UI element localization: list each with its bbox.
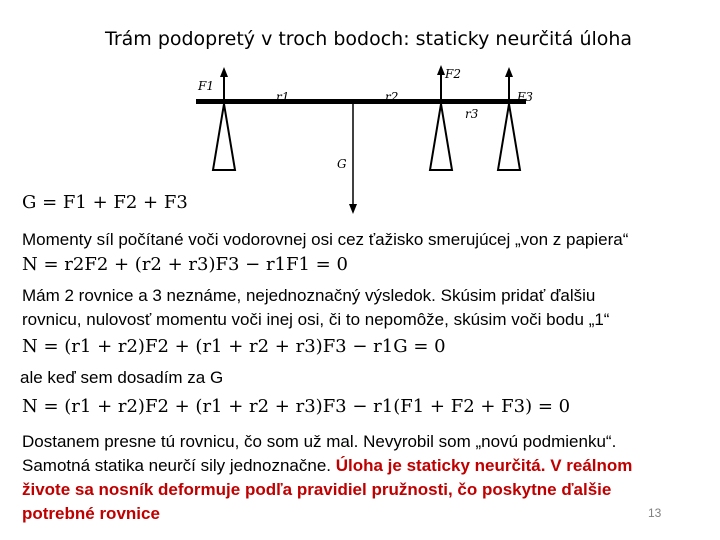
label-g: G bbox=[337, 157, 347, 171]
equation-2: N = r2F2 + (r2 + r3)F3 − r1F1 = 0 bbox=[22, 254, 348, 275]
label-f2: F2 bbox=[445, 67, 461, 81]
page-number: 13 bbox=[648, 506, 662, 520]
paragraph-two-equations bbox=[22, 284, 609, 332]
label-f3: F3 bbox=[517, 90, 533, 104]
highlight-text: živote sa nosník deformuje podľa pravidiel pružnosti, čo poskytne ďalšie bbox=[22, 480, 612, 499]
highlight-text: potrebné rovnice bbox=[22, 504, 160, 523]
equation-1: G = F1 + F2 + F3 bbox=[22, 192, 188, 213]
support-3 bbox=[498, 67, 520, 170]
equation-4: N = (r1 + r2)F2 + (r1 + r2 + r3)F3 − r1(F1 + F2 + F3) = 0 bbox=[22, 396, 571, 417]
label-r3: r3 bbox=[465, 107, 479, 121]
support-1 bbox=[213, 67, 235, 170]
slide-title: Trám podopretý v troch bodoch: staticky neurčitá úloha bbox=[105, 28, 633, 50]
paragraph-conclusion bbox=[22, 430, 632, 526]
paragraph-line: Dostanem presne tú rovnicu, čo som už mal. Nevyrobil som „novú podmienku“. bbox=[22, 432, 617, 451]
paragraph-line: rovnicu, nulovosť momentu voči inej osi, či to nepomôže, skúsim voči bodu „1“ bbox=[22, 310, 610, 329]
beam-diagram bbox=[180, 58, 550, 218]
gravity-arrow bbox=[349, 104, 357, 214]
label-f1: F1 bbox=[198, 79, 214, 93]
label-r2: r2 bbox=[385, 90, 399, 104]
label-r1: r1 bbox=[276, 90, 290, 104]
equation-3: N = (r1 + r2)F2 + (r1 + r2 + r3)F3 − r1G = 0 bbox=[22, 336, 446, 357]
highlight-text: Úloha je staticky neurčitá. V reálnom bbox=[335, 456, 633, 475]
conclusion-text: Samotná statika neurčí sily jednoznačne. bbox=[22, 456, 336, 475]
paragraph-line bbox=[22, 454, 632, 478]
beam bbox=[196, 99, 526, 104]
paragraph-moments: Momenty síl počítané voči vodorovnej osi cez ťažisko smerujúcej „von z papiera“ bbox=[22, 230, 629, 249]
paragraph-substitute: ale keď sem dosadím za G bbox=[20, 368, 224, 387]
paragraph-line: Mám 2 rovnice a 3 neznáme, nejednoznačný výsledok. Skúsim pridať ďalšiu bbox=[22, 286, 596, 305]
